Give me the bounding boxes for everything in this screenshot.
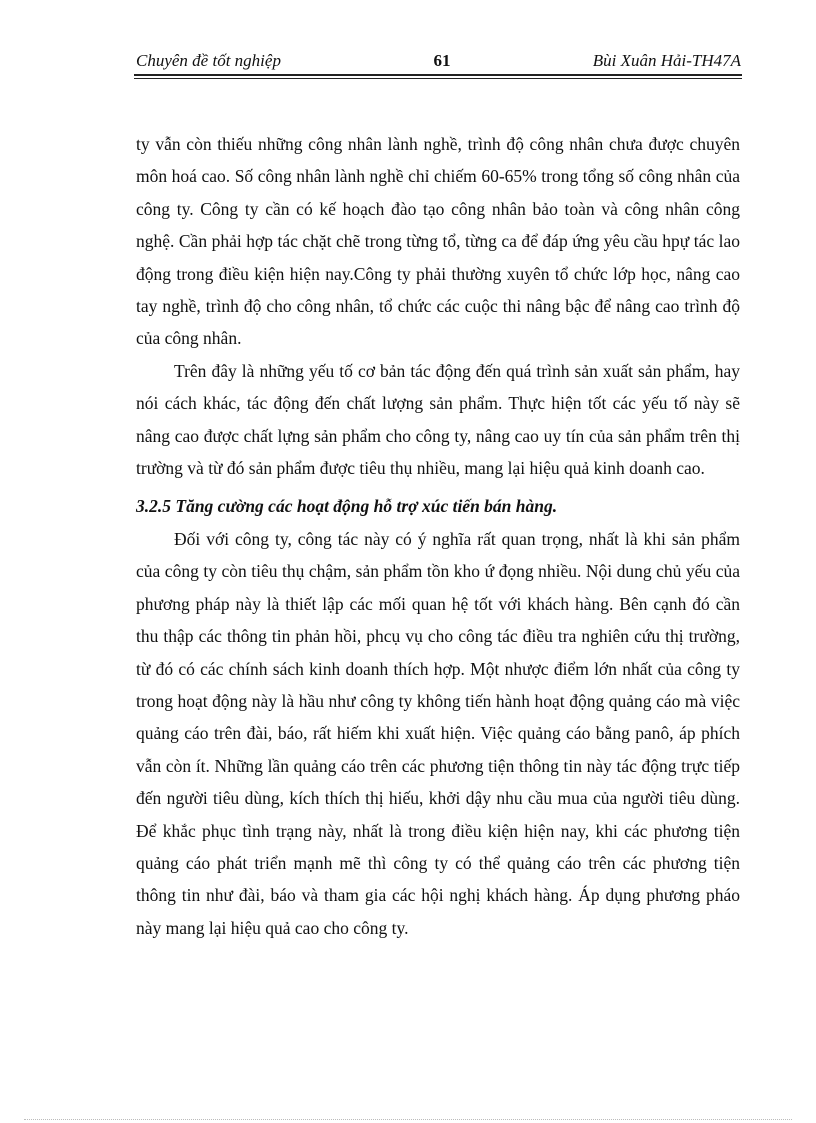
paragraph-summary: Trên đây là những yếu tố cơ bản tác động đến quá trình sản xuất sản phẩm, hay nói cách khác, tác động đến chất lượng sản phẩm. Thực hiện tốt các yếu tố này sẽ nâng cao được chất lựng sản phẩm cho công ty, nâng cao uy tín của sản phẩm trên thị trường và từ đó sản phẩm được tiêu thụ nhiều, mang lại hiệu quả kinh doanh cao. [136, 360, 740, 479]
paragraph-continuation: ty vẫn còn thiếu những công nhân lành nghề, trình độ công nhân chưa được chuyên môn hoá cao. Số công nhân lành nghề chỉ chiếm 60-65% trong tổng số công nhân của công ty. Công ty cần có kế hoạch đào tạo công nhân bảo toàn và công nhân công nghệ. Cần phải hợp tác chặt chẽ trong từng tổ, từng ca để đáp ứng yêu cầu hpự tác lao động trong điều kiện hiện nay.Công ty phải thường xuyên tổ chức lớp học, nâng cao tay nghề, trình độ cho công nhân, tổ chức các cuộc thi nâng bậc để nâng cao trình độ của công nhân. [136, 134, 740, 349]
section-heading: 3.2.5 Tăng cường các hoạt động hỗ trợ xúc tiến bán hàng. [136, 496, 558, 517]
page-body [136, 128, 740, 944]
header-divider [134, 74, 742, 79]
section-paragraph: Đối với công ty, công tác này có ý nghĩa rất quan trọng, nhất là khi sản phẩm của công ty còn tiêu thụ chậm, sản phẩm tồn kho ứ đọng nhiều. Nội dung chủ yếu của phương pháp này là thiết lập các mối quan hệ tốt với khách hàng. Bên cạnh đó cần thu thập các thông tin phản hồi, phcụ vụ cho công tác điều tra nghiên cứu thị trường, từ đó có các chính sách kinh doanh thích hợp. Một nhược điểm lớn nhất của công ty trong hoạt động này là hầu như công ty không tiến hành hoạt động quảng cáo mà việc quảng cáo trên đài, báo, rất hiếm khi xuất hiện. Việc quảng cáo bằng panô, áp phích vẫn còn ít. Những lần quảng cáo trên các phương tiện thông tin này tác động trực tiếp đến người tiêu dùng, kích thích thị hiếu, khởi dậy nhu cầu mua của người tiêu dùng. Để khắc phục tình trạng này, nhất là trong điều kiện hiện nay, khi các phương tiện quảng cáo phát triển mạnh mẽ thì công ty có thể quảng cáo trên các phương tiện thông tin như đài, báo và tham gia các hội nghị khách hàng. Áp dụng phương pháo này mang lại hiệu quả cao cho công ty. [136, 528, 740, 938]
page-number: 61 [433, 51, 451, 70]
page-bottom-divider [24, 1119, 792, 1120]
document-title: Chuyên đề tốt nghiệp [136, 51, 281, 70]
page-header [136, 49, 741, 73]
author-name: Bùi Xuân Hải-TH47A [592, 51, 741, 70]
